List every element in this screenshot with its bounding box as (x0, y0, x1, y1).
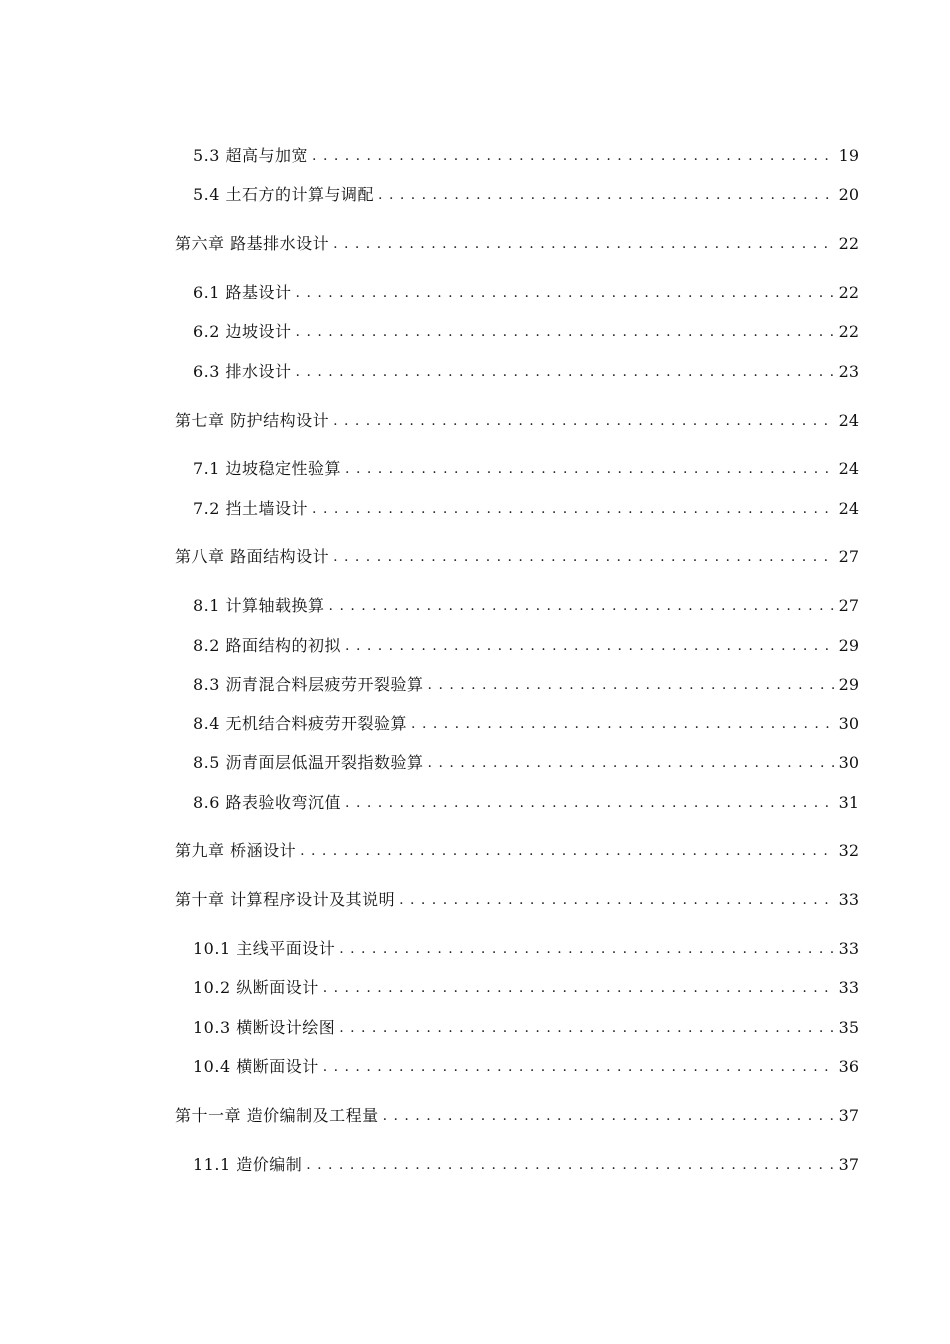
toc-dot-leader (333, 232, 835, 256)
toc-entry-page: 35 (838, 1018, 859, 1037)
toc-entry[interactable] (193, 497, 859, 521)
toc-dot-leader (306, 1153, 834, 1177)
toc-entry-title: 6.1 路基设计 (193, 283, 292, 302)
toc-entry[interactable] (193, 751, 859, 775)
toc-dot-leader (345, 457, 835, 481)
toc-entry-title: 第六章 路基排水设计 (175, 234, 330, 253)
toc-dot-leader (339, 1016, 834, 1040)
toc-entry-page: 37 (838, 1106, 859, 1125)
toc-dot-leader (323, 1055, 835, 1079)
toc-entry-page: 31 (838, 793, 859, 812)
toc-entry-title: 10.1 主线平面设计 (193, 939, 336, 958)
toc-entry[interactable] (193, 1016, 859, 1040)
toc-entry-page: 33 (838, 978, 859, 997)
toc-entry-page: 22 (838, 283, 859, 302)
toc-entry-page: 36 (838, 1057, 859, 1076)
toc-entry-page: 33 (838, 939, 859, 958)
toc-entry[interactable] (193, 937, 859, 961)
toc-entry-title: 10.2 纵断面设计 (193, 978, 319, 997)
toc-dot-leader (345, 791, 835, 815)
toc-entry[interactable] (193, 673, 859, 697)
toc-entry[interactable] (193, 976, 859, 1000)
toc-entry-page: 32 (838, 841, 859, 860)
toc-entry-page: 27 (838, 596, 859, 615)
toc-entry-title: 8.4 无机结合料疲劳开裂验算 (193, 714, 408, 733)
toc-entry-title: 6.2 边坡设计 (193, 322, 292, 341)
toc-entry-page: 27 (838, 547, 859, 566)
toc-entry-title: 第十一章 造价编制及工程量 (175, 1106, 379, 1125)
toc-dot-leader (333, 409, 835, 433)
toc-entry-page: 24 (838, 411, 859, 430)
toc-entry-title: 7.1 边坡稳定性验算 (193, 459, 342, 478)
toc-entry[interactable] (175, 839, 859, 863)
toc-entry-title: 8.3 沥青混合料层疲劳开裂验算 (193, 675, 424, 694)
toc-entry-page: 24 (838, 459, 859, 478)
toc-entry-title: 10.4 横断面设计 (193, 1057, 319, 1076)
toc-entry-page: 22 (838, 234, 859, 253)
toc-entry-title: 第七章 防护结构设计 (175, 411, 330, 430)
toc-entry[interactable] (193, 1055, 859, 1079)
toc-entry[interactable] (175, 545, 859, 569)
toc-entry-title: 8.6 路表验收弯沉值 (193, 793, 342, 812)
toc-entry[interactable] (193, 1153, 859, 1177)
toc-dot-leader (329, 594, 835, 618)
toc-entry-page: 30 (838, 714, 859, 733)
toc-entry-title: 7.2 挡土墙设计 (193, 499, 309, 518)
toc-dot-leader (296, 281, 835, 305)
toc-entry-title: 6.3 排水设计 (193, 362, 292, 381)
toc-entry-title: 8.5 沥青面层低温开裂指数验算 (193, 753, 424, 772)
toc-entry[interactable] (193, 712, 859, 736)
toc-entry-title: 8.1 计算轴载换算 (193, 596, 325, 615)
toc-dot-leader (411, 712, 835, 736)
toc-entry-title: 10.3 横断设计绘图 (193, 1018, 336, 1037)
toc-dot-leader (312, 144, 835, 168)
toc-dot-leader (399, 888, 835, 912)
toc-entry[interactable] (193, 457, 859, 481)
toc-dot-leader (345, 634, 835, 658)
toc-dot-leader (333, 545, 835, 569)
toc-entry[interactable] (193, 183, 859, 207)
toc-entry-page: 19 (838, 146, 859, 165)
toc-entry[interactable] (193, 634, 859, 658)
toc-entry[interactable] (175, 1104, 859, 1128)
toc-dot-leader (428, 751, 835, 775)
toc-entry-page: 23 (838, 362, 859, 381)
toc-entry-title: 第八章 路面结构设计 (175, 547, 330, 566)
toc-entry-page: 33 (838, 890, 859, 909)
toc-entry-page: 24 (838, 499, 859, 518)
toc-dot-leader (296, 360, 835, 384)
toc-entry-page: 29 (838, 675, 859, 694)
toc-entry-title: 第十章 计算程序设计及其说明 (175, 890, 396, 909)
toc-entry[interactable] (193, 791, 859, 815)
toc-entry[interactable] (175, 232, 859, 256)
toc-entry[interactable] (193, 144, 859, 168)
toc-dot-leader (296, 320, 835, 344)
toc-dot-leader (383, 1104, 835, 1128)
toc-dot-leader (312, 497, 835, 521)
toc-entry[interactable] (193, 281, 859, 305)
toc-entry-page: 37 (838, 1155, 859, 1174)
toc-dot-leader (339, 937, 834, 961)
toc-entry-page: 22 (838, 322, 859, 341)
toc-entry[interactable] (193, 360, 859, 384)
toc-entry-title: 第九章 桥涵设计 (175, 841, 297, 860)
toc-entry[interactable] (175, 888, 859, 912)
toc-dot-leader (300, 839, 835, 863)
toc-entry[interactable] (175, 409, 859, 433)
toc-dot-leader (378, 183, 835, 207)
toc-entry-title: 11.1 造价编制 (193, 1155, 303, 1174)
toc-entry-page: 30 (838, 753, 859, 772)
toc-entry[interactable] (193, 320, 859, 344)
toc-dot-leader (323, 976, 835, 1000)
toc-entry-title: 5.4 土石方的计算与调配 (193, 185, 375, 204)
toc-entry[interactable] (193, 594, 859, 618)
toc-entry-page: 20 (838, 185, 859, 204)
toc-entry-page: 29 (838, 636, 859, 655)
toc-entry-title: 8.2 路面结构的初拟 (193, 636, 342, 655)
toc-dot-leader (428, 673, 835, 697)
toc-entry-title: 5.3 超高与加宽 (193, 146, 309, 165)
